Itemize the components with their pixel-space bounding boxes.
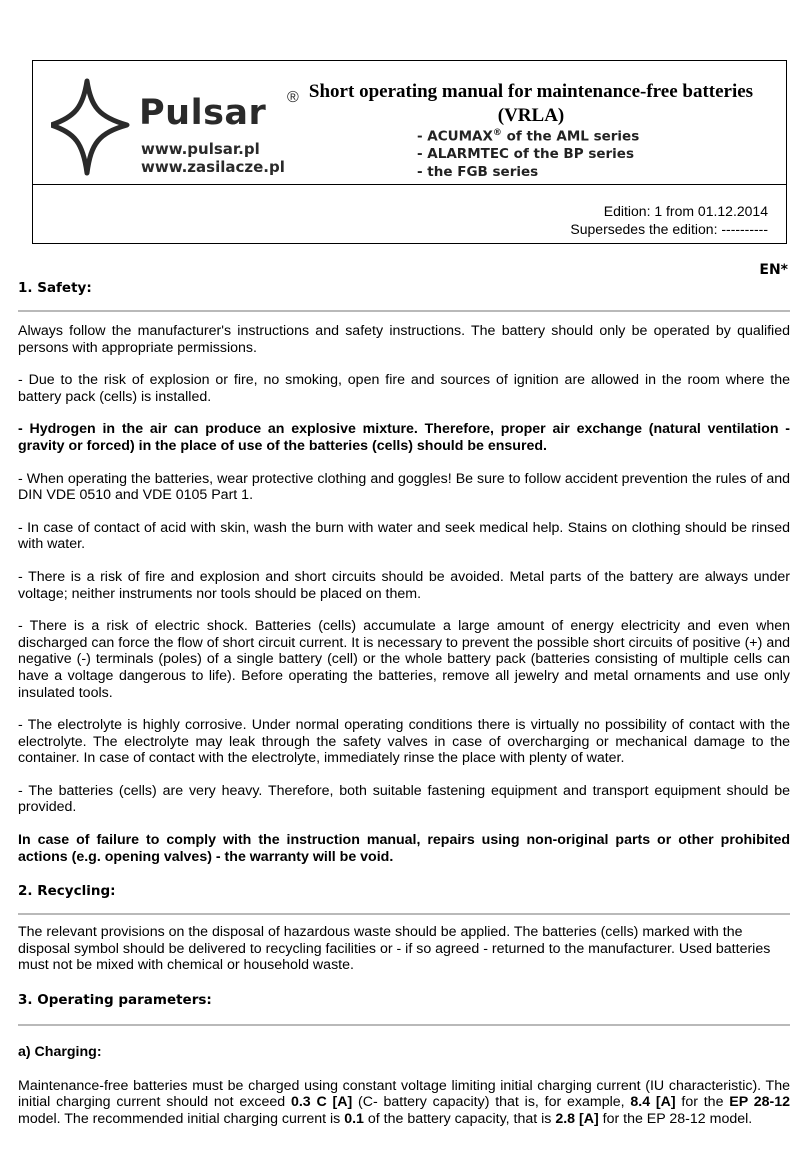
recycling-paragraph: The relevant provisions on the disposal of hazardous waste should be applied. The batteries (cells) marked with the disposal symbol should be delivered to recycling facilities or - if so agreed - returned to the manufacturer. Used batteries must not be mixed with chemical or household waste.	[18, 924, 771, 974]
header-box	[32, 60, 787, 244]
charging-subheading: a) Charging:	[18, 1044, 102, 1061]
safety-paragraph: - When operating the batteries, wear protective clothing and goggles! Be sure to follow accident prevention the rules of and DIN VDE 0510 and VDE 0105 Part 1.	[18, 470, 790, 504]
section-recycling-heading: 2. Recycling:	[18, 883, 790, 915]
safety-paragraph: - The batteries (cells) are very heavy. Therefore, both suitable fastening equipment and transport equipment should be provided.	[18, 782, 790, 816]
logo-name: Pulsar	[139, 93, 267, 133]
logo-registered-mark: ®	[287, 89, 299, 106]
charging-paragraph: Maintenance-free batteries must be charged using constant voltage limiting initial charging current (IU characteristic). The initial charging current should not exceed 0.3 C [A] (C- battery capacity) that is, for example, 8.4 [A] for the EP 28-12 model. The recommended initial charging current is 0.1 of the battery capacity, that is 2.8 [A] for the EP 28-12 model.	[18, 1077, 791, 1127]
safety-paragraph: - In case of contact of acid with skin, wash the burn with water and seek medical help. Stains on clothing should be rinsed with water.	[18, 519, 790, 553]
series-fgb: - the FGB series	[417, 163, 539, 180]
edition-info	[570, 202, 768, 238]
safety-warning-hydrogen: - Hydrogen in the air can produce an explosive mixture. Therefore, proper air exchange (natural ventilation - gravity or forced) in the place of use of the batteries (cells) should be ensured.	[18, 421, 790, 454]
series-alarmtec: - ALARMTEC of the BP series	[417, 146, 634, 162]
pulsar-star-icon	[51, 77, 131, 177]
document-body	[18, 280, 790, 1127]
safety-paragraph: - There is a risk of fire and explosion and short circuits should be avoided. Metal parts of the battery are always under voltage; neither instruments nor tools should be placed on them.	[18, 568, 790, 602]
series-acumax: - ACUMAX® of the AML series	[417, 128, 640, 145]
safety-paragraph: - The electrolyte is highly corrosive. Under normal operating conditions there is virtually no possibility of contact with the electrolyte. The electrolyte may leak through the safety valves in case of overcharging or mechanical damage to the container. In case of contact with the electrolyte, immediately rinse the place with plenty of water.	[18, 717, 790, 767]
logo-url-zasilacze: www.zasilacze.pl	[141, 158, 285, 176]
safety-paragraph: - Due to the risk of explosion or fire, no smoking, open fire and sources of ignition are allowed in the room where the battery pack (cells) is installed.	[18, 372, 790, 405]
supersedes-edition: Supersedes the edition: ----------	[570, 221, 768, 237]
pulsar-logo	[51, 77, 301, 177]
section-operating-heading: 3. Operating parameters:	[18, 992, 790, 1026]
safety-paragraph: - There is a risk of electric shock. Batteries (cells) accumulate a large amount of energy electricity and even when discharged can force the flow of short circuit current. It is necessary to prevent the possible short circuits of positive (+) and negative (-) terminals (poles) of a single battery (cell) or the whole battery pack (batteries consisting of multiple cells can have a voltage dangerous to life). Before operating the batteries, remove all jewelry and metal ornaments and use only insulated tools.	[18, 618, 790, 701]
section-safety-heading: 1. Safety:	[18, 280, 790, 312]
edition-date: Edition: 1 from 01.12.2014	[603, 203, 768, 219]
header-divider	[33, 184, 786, 185]
document-title: Short operating manual for maintenance-free batteries (VRLA)	[308, 81, 754, 126]
logo-url-pulsar: www.pulsar.pl	[141, 140, 260, 158]
language-tag: EN*	[759, 262, 788, 278]
warranty-warning: In case of failure to comply with the instruction manual, repairs using non-original parts or other prohibited actions (e.g. opening valves) - the warranty will be void.	[18, 832, 790, 865]
series-list	[417, 125, 639, 181]
safety-paragraph: Always follow the manufacturer's instructions and safety instructions. The battery should only be operated by qualified persons with appropriate permissions.	[18, 323, 790, 356]
